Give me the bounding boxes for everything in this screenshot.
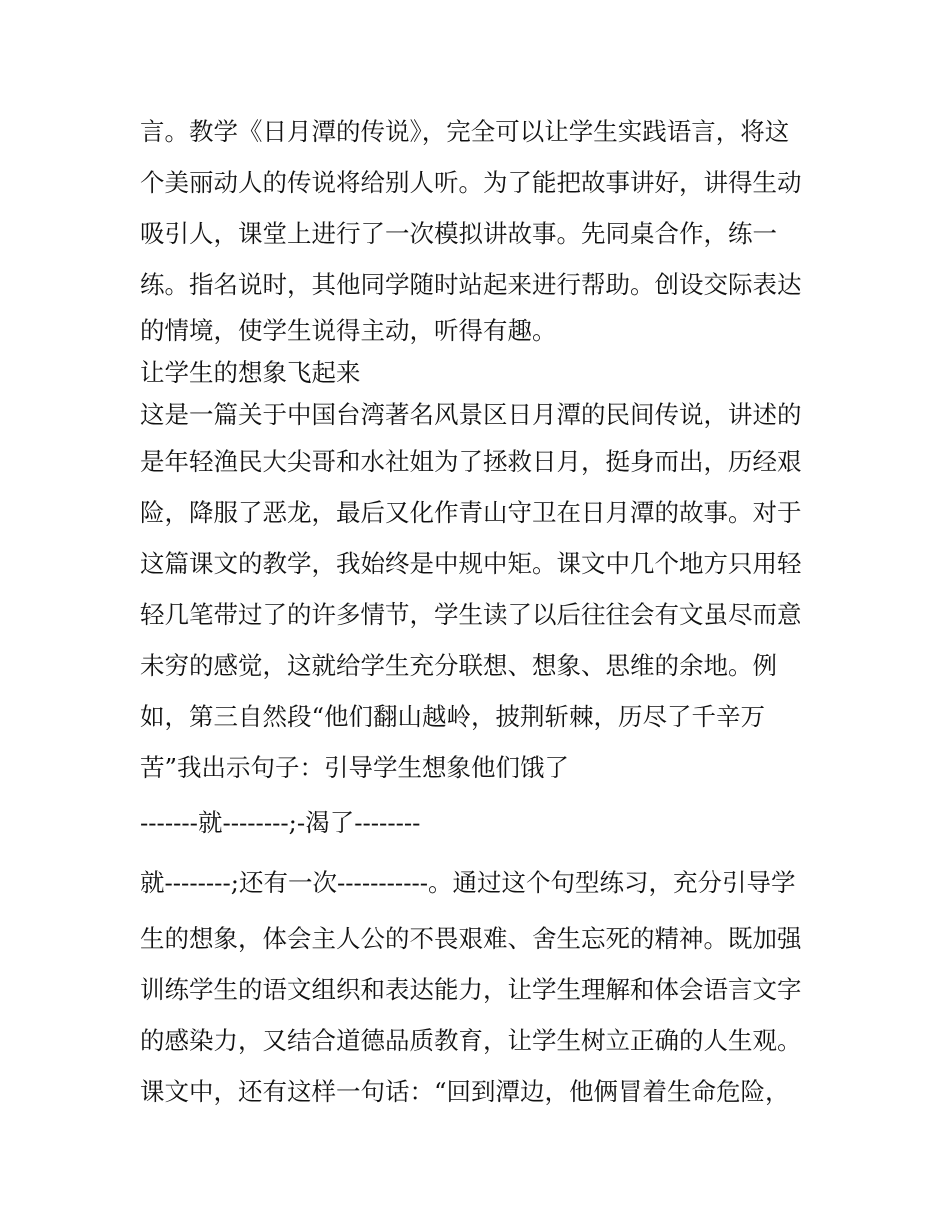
body-text bbox=[140, 106, 820, 1117]
text-line: 就--------;还有一次-----------。通过这个句型练习，充分引导学 bbox=[140, 868, 796, 897]
text-line: 苦”我出示句子：引导学生想象他们饿了 bbox=[140, 753, 570, 782]
text-line: 课文中，还有这样一句话：“回到潭边，他俩冒着生命危险， bbox=[140, 1077, 790, 1106]
text-line: 险，降服了恶龙，最后又化作青山守卫在日月潭的故事。对于 bbox=[140, 498, 802, 527]
text-line: 这是一篇关于中国台湾著名风景区日月潭的民间传说，讲述的 bbox=[140, 400, 802, 429]
text-line: 吸引人，课堂上进行了一次模拟讲故事。先同桌合作，练一 bbox=[140, 219, 777, 248]
text-line: 如，第三自然段“他们翻山越岭，披荆斩棘，历尽了千辛万 bbox=[140, 702, 766, 731]
text-line: 轻几笔带过了的许多情节，学生读了以后往往会有文虽尽而意 bbox=[140, 600, 802, 629]
text-line: 训练学生的语文组织和表达能力，让学生理解和体会语言文字 bbox=[140, 975, 802, 1004]
text-line: -------就--------;-渴了-------- bbox=[140, 808, 421, 837]
text-line: 未穷的感觉，这就给学生充分联想、想象、思维的余地。例 bbox=[140, 651, 777, 680]
text-line: 是年轻渔民大尖哥和水社姐为了拯救日月，挺身而出，历经艰 bbox=[140, 447, 802, 476]
text-line: 的情境，使学生说得主动，听得有趣。 bbox=[140, 316, 557, 345]
text-line: 这篇课文的教学，我始终是中规中矩。课文中几个地方只用轻 bbox=[140, 549, 802, 578]
text-line: 个美丽动人的传说将给别人听。为了能把故事讲好，讲得生动 bbox=[140, 168, 802, 197]
section-heading: 让学生的想象飞起来 bbox=[140, 358, 361, 387]
text-line: 练。指名说时，其他同学随时站起来进行帮助。创设交际表达 bbox=[140, 270, 802, 299]
text-line: 的感染力，又结合道德品质教育，让学生树立正确的人生观。 bbox=[140, 1026, 802, 1055]
text-line: 生的想象，体会主人公的不畏艰难、舍生忘死的精神。既加强 bbox=[140, 924, 802, 953]
text-line: 言。教学《日月潭的传说》，完全可以让学生实践语言，将这 bbox=[140, 117, 790, 146]
